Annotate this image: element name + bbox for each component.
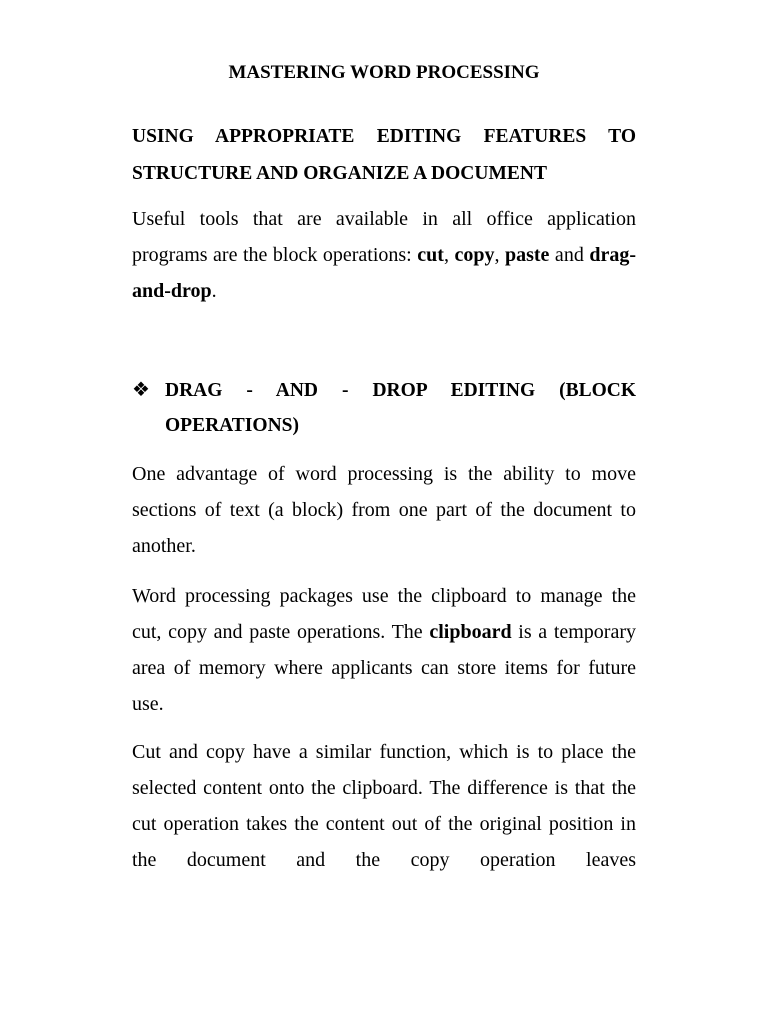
paragraph-clipboard: [132, 578, 636, 722]
clipboard-text-1: Word processing packages use the clipboard to manage the cut, copy and paste operations. The: [132, 585, 636, 643]
paragraph-move-sections: One advantage of word processing is the ability to move sections of text (a block) from one part of the document to another.: [132, 463, 636, 557]
intro-separator-2: ,: [494, 244, 505, 266]
term-cut: cut: [417, 244, 444, 266]
term-paste: paste: [504, 244, 550, 266]
term-drag-and-drop: drag-and-drop: [132, 244, 636, 302]
intro-paragraph: [132, 201, 636, 309]
clipboard-text-2: is a temporary area of memory where applicants can store items for future use.: [132, 621, 637, 715]
paragraph-cut-copy: Cut and copy have a similar function, which is to place the selected content onto the clipboard. The difference is that the cut operation takes the content out of the original position in the document and the copy operation leaves: [132, 741, 636, 871]
intro-text: Useful tools that are available in all office application programs are the block operations:: [132, 208, 636, 266]
intro-separator-1: ,: [443, 244, 455, 266]
section-heading: USING APPROPRIATE EDITING FEATURES TO STRUCTURE AND ORGANIZE A DOCUMENT: [132, 126, 636, 184]
intro-end: .: [211, 280, 217, 302]
intro-separator-3: and: [549, 244, 590, 266]
term-copy: copy: [454, 244, 495, 266]
page-title: MASTERING WORD PROCESSING: [228, 62, 540, 83]
term-clipboard: clipboard: [429, 621, 512, 643]
bullet-heading: DRAG - AND - DROP EDITING (BLOCK OPERATIONS): [165, 380, 636, 436]
diamond-bullet-icon: ❖: [132, 379, 150, 401]
